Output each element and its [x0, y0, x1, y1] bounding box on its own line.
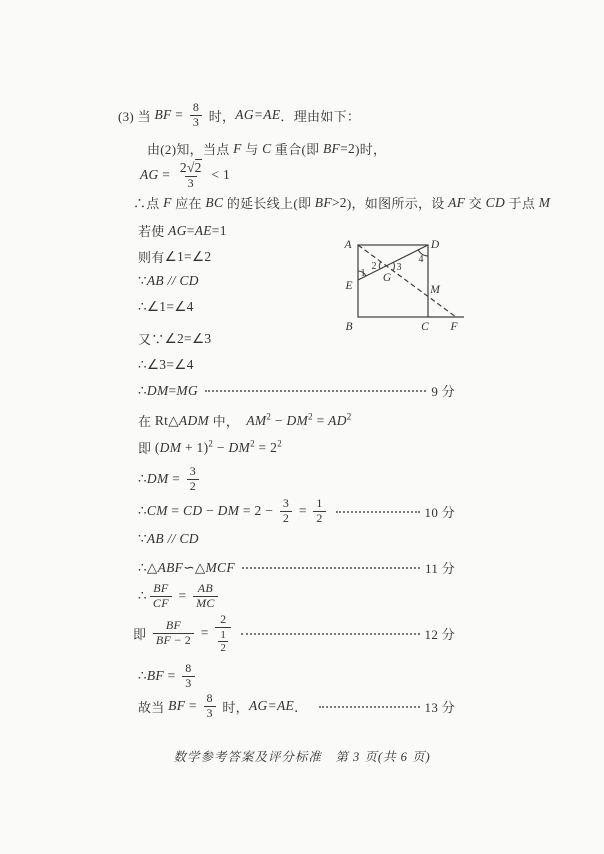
- line-angle2-eq-angle3: [138, 329, 211, 348]
- text-run: =: [158, 167, 174, 183]
- text-run: −: [271, 412, 287, 428]
- text-run: < 1: [207, 167, 231, 183]
- text-run: AF: [448, 194, 466, 210]
- score-9: 9 分: [431, 384, 455, 399]
- text-run: =: [295, 503, 311, 519]
- text-run: MCF: [205, 559, 235, 575]
- line-angle1-eq-angle2: [138, 247, 211, 266]
- fraction-numerator: 8: [192, 100, 200, 114]
- text-run: −: [202, 503, 218, 519]
- text-run: MG: [176, 382, 199, 398]
- fraction-numerator: 2: [220, 612, 227, 626]
- text-run: //: [163, 531, 180, 546]
- text-run: DM: [159, 439, 182, 455]
- fraction-denominator: 3: [182, 676, 194, 691]
- fraction: [177, 160, 205, 191]
- text-run: −: [213, 439, 229, 455]
- text-run: 2: [179, 160, 187, 175]
- text-run: BF: [314, 194, 332, 210]
- fraction-denominator: 3: [204, 706, 216, 721]
- line-conclusion: [138, 692, 455, 721]
- page-footer: 数学参考答案及评分标准 第 3 页(共 6 页): [173, 750, 431, 764]
- text-run: =: [185, 698, 201, 714]
- text-run: AE: [194, 222, 212, 238]
- line-dm-eq-mg: [138, 381, 455, 400]
- text-run: DM: [146, 382, 169, 398]
- therefore-symbol: ∴△: [138, 559, 158, 575]
- text-run: =: [168, 382, 177, 398]
- text-run: 交: [465, 196, 486, 211]
- fraction-numerator: 1: [316, 496, 323, 510]
- text-run: >2: [331, 194, 347, 210]
- line-cm-value: [138, 497, 455, 526]
- angle-3-arc: [393, 262, 394, 270]
- fraction-numerator: 3: [282, 496, 290, 510]
- text-run: ∴点: [133, 196, 164, 211]
- text-run: =: [312, 412, 329, 428]
- text-run: 时，: [205, 108, 236, 124]
- text-run: = 2 −: [239, 503, 277, 519]
- line-pythagoras: [138, 411, 352, 430]
- text-run: Rt△: [154, 412, 179, 428]
- text-run: =: [167, 503, 184, 519]
- text-run: DM: [217, 503, 240, 519]
- text-run: ADM: [178, 412, 210, 428]
- text-run: (3) 当: [118, 108, 155, 124]
- fraction-numerator: AB: [197, 581, 214, 595]
- line-ratio-numeric: [133, 613, 455, 654]
- fraction-numerator: BF: [153, 581, 169, 595]
- exponent: 2: [308, 411, 313, 421]
- fraction-denominator: CF: [150, 596, 172, 611]
- text-run: 由(2)知，当点: [147, 142, 234, 157]
- therefore-symbol: ∴: [138, 299, 147, 314]
- fraction: [313, 497, 325, 526]
- fraction: [190, 101, 202, 130]
- fraction-numerator: BF: [165, 618, 182, 633]
- fraction: [150, 582, 172, 611]
- vertex-label-b: B: [345, 321, 353, 333]
- text-run: ∠1=∠4: [146, 299, 194, 314]
- fraction: [153, 619, 194, 648]
- vertex-label-e: E: [345, 280, 353, 292]
- text-run: (: [154, 439, 160, 455]
- line-similar-triangles: [138, 558, 455, 577]
- text-run: ．: [294, 700, 312, 716]
- text-run: ．理由如下：: [280, 108, 361, 124]
- text-run: 时，: [218, 699, 249, 715]
- text-run: =: [174, 588, 191, 604]
- dotted-leader: [242, 567, 420, 569]
- vertex-label-d: D: [430, 239, 440, 251]
- radical-sign: √: [186, 160, 195, 175]
- line-angle1-eq-angle4: [138, 299, 194, 315]
- therefore-symbol: ∴: [138, 382, 147, 398]
- text-run: F: [163, 194, 172, 210]
- text-run: 若使: [138, 224, 169, 239]
- score-13: 13 分: [424, 699, 455, 715]
- text-run: AG=AE: [235, 107, 281, 123]
- text-run: BC: [205, 194, 224, 210]
- text-run: CD: [179, 273, 199, 288]
- text-run: ∠1=∠2: [164, 248, 212, 264]
- fraction: [193, 582, 218, 611]
- text-run: CD: [179, 531, 199, 546]
- dotted-leader: [205, 390, 426, 392]
- line-if-ag-ae: [138, 221, 227, 240]
- line-bf-value: [138, 662, 198, 691]
- fraction-denominator: 2: [220, 641, 227, 654]
- vertex-label-c: C: [421, 321, 429, 333]
- text-run: 于点: [505, 196, 539, 211]
- exponent: 2: [250, 438, 255, 448]
- point-label-g: G: [382, 272, 392, 284]
- text-run: AG=AE: [248, 698, 295, 714]
- fraction: [280, 497, 292, 526]
- text-run: BF: [154, 107, 172, 123]
- text-run: AD: [328, 412, 347, 428]
- fraction-denominator: 2: [313, 511, 325, 526]
- line-equation-expanded: [138, 438, 282, 457]
- exponent: 2: [346, 411, 352, 421]
- text-run: 即: [138, 441, 155, 456]
- text-run: F: [233, 140, 242, 156]
- text-run: 的延长线上(即: [223, 196, 315, 211]
- text-run: 即: [133, 626, 150, 642]
- text-run: )，如图所示，设: [346, 196, 449, 211]
- radicand: 2: [194, 160, 202, 175]
- dotted-leader: [319, 706, 420, 708]
- text-run: //: [163, 273, 180, 288]
- angle-2-arc: [379, 262, 380, 269]
- text-run: ∠2=∠3: [164, 330, 212, 346]
- text-run: DM: [228, 439, 251, 455]
- text-run: 则有: [138, 250, 165, 265]
- because-symbol: ∵: [138, 273, 147, 288]
- text-run: CM: [146, 503, 168, 519]
- angle-label-4: 4: [418, 254, 424, 265]
- fraction-numerator: 1: [220, 628, 227, 641]
- fraction-numerator: 3: [189, 464, 197, 478]
- fraction-denominator: [153, 633, 194, 648]
- vertex-label-f: F: [450, 321, 458, 333]
- angle-label-1: 1: [360, 268, 366, 279]
- text-run: =: [186, 222, 195, 238]
- therefore-symbol: ∴: [138, 668, 147, 684]
- fraction-denominator: MC: [193, 596, 218, 611]
- line-f-on-extension: [133, 193, 550, 212]
- text-run: 在: [138, 414, 155, 429]
- fraction: [215, 613, 231, 654]
- text-run: BF: [168, 698, 186, 714]
- text-run: AB: [146, 273, 164, 288]
- square-abcd: [358, 245, 428, 317]
- score-11: 11 分: [425, 561, 455, 576]
- line-angle3-eq-angle4: [138, 357, 194, 373]
- fraction-numerator: [177, 160, 205, 176]
- squared-term: [286, 413, 312, 429]
- fraction-denominator: 3: [190, 115, 202, 130]
- text-run: CD: [183, 503, 203, 519]
- text-run: 又∵: [138, 332, 165, 347]
- text-run: DM: [146, 471, 169, 487]
- squared-term: [328, 413, 351, 429]
- text-run: )时，: [355, 142, 387, 157]
- text-run: M: [538, 194, 551, 210]
- text-run: BF: [323, 140, 341, 156]
- nested-fraction: [218, 629, 228, 654]
- because-symbol: ∵: [138, 531, 147, 546]
- line-by-part2: [147, 139, 386, 158]
- text-run: 重合(即: [271, 142, 324, 157]
- similar-symbol: ∽△: [183, 559, 206, 575]
- score-12: 12 分: [424, 626, 455, 642]
- squared-term: [155, 440, 213, 456]
- text-run: ∠3=∠4: [146, 357, 194, 372]
- exponent: 2: [208, 438, 214, 448]
- squared-term: [228, 440, 254, 456]
- vertex-label-a: A: [344, 239, 352, 251]
- text-run: AM: [246, 412, 267, 428]
- fraction-denominator: 2: [280, 511, 292, 526]
- line-ab-parallel-cd-2: [138, 531, 199, 547]
- fraction-denominator: 2: [187, 479, 199, 494]
- fraction: [204, 692, 216, 721]
- text-run: ABF: [157, 559, 184, 575]
- text-run: 与: [241, 142, 263, 157]
- text-run: =: [171, 107, 187, 123]
- fraction: [187, 465, 199, 494]
- squared-term: [246, 413, 271, 429]
- therefore-symbol: ∴: [138, 588, 147, 604]
- text-run: CD: [485, 194, 505, 210]
- text-run: 故当: [138, 699, 169, 715]
- text-run: AG: [168, 222, 187, 238]
- line-dm-value: [138, 465, 202, 494]
- therefore-symbol: ∴: [138, 471, 147, 487]
- text-run: + 1): [181, 439, 209, 455]
- text-run: = 2: [254, 439, 278, 455]
- text-run: 应在: [171, 196, 206, 211]
- exponent: 2: [277, 438, 283, 448]
- line-ag-value: [140, 160, 230, 191]
- angle-label-3: 3: [396, 262, 402, 273]
- score-10: 10 分: [424, 504, 455, 520]
- fraction-numerator: 8: [206, 691, 213, 705]
- geometry-figure: [330, 222, 510, 340]
- text-run: =1: [211, 222, 227, 238]
- line-ab-parallel-cd-1: [138, 273, 199, 289]
- point-label-m: M: [430, 284, 440, 296]
- fraction-numerator: 8: [185, 661, 192, 675]
- text-run: C: [262, 140, 272, 156]
- fraction-denominator: 3: [185, 176, 197, 191]
- text-run: =: [163, 668, 180, 684]
- dotted-leader: [241, 633, 419, 635]
- line-part3-claim: [118, 101, 360, 130]
- text-run: DM: [286, 412, 309, 428]
- text-run: − 2: [171, 632, 192, 647]
- therefore-symbol: ∴: [138, 503, 147, 519]
- text-run: AB: [146, 531, 164, 546]
- angle-label-2: 2: [371, 261, 377, 272]
- text-run: =: [197, 625, 213, 641]
- squared-term: [255, 440, 282, 456]
- text-run: BF: [146, 668, 164, 684]
- exponent: 2: [266, 411, 272, 421]
- dotted-leader: [336, 511, 420, 513]
- text-run: 中，: [209, 414, 247, 429]
- fraction: [182, 662, 194, 691]
- therefore-symbol: ∴: [138, 357, 147, 372]
- fraction-denominator: [215, 627, 231, 654]
- text-run: AG: [140, 167, 159, 183]
- text-run: =2: [340, 140, 356, 156]
- text-run: =: [168, 471, 184, 487]
- line-ratio: [138, 582, 221, 611]
- segment-ed: [358, 245, 428, 280]
- text-run: BF: [155, 632, 172, 647]
